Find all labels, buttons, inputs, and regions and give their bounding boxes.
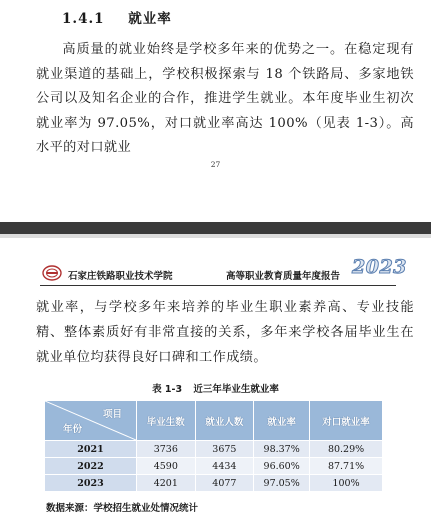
report-year: 2023: [352, 256, 407, 278]
section-number: 1.4.1: [62, 11, 105, 27]
column-header-employed: 就业人数: [195, 401, 254, 441]
column-header-matched-rate: 对口就业率: [310, 401, 383, 441]
document-page-top: [0, 0, 431, 222]
page-separator: [0, 222, 431, 234]
cell-matched-rate: 80.29%: [310, 441, 383, 458]
cell-rate: 96.60%: [254, 458, 310, 475]
cell-matched-rate: 100%: [310, 475, 383, 492]
school-emblem-icon: [42, 265, 62, 281]
cell-graduates: 4201: [137, 475, 196, 492]
cell-employed: 3675: [195, 441, 254, 458]
column-header-rate: 就业率: [254, 401, 310, 441]
row-year: 2023: [45, 475, 137, 492]
running-header: [40, 256, 407, 286]
table-row: [45, 441, 383, 458]
cell-graduates: 3736: [137, 441, 196, 458]
row-year: 2022: [45, 458, 137, 475]
body-paragraph-bottom: 就业率，与学校多年来培养的毕业生职业素养高、专业技能精、整体素质好有非常直接的关系，多年来学校各届毕业生在就业单位均获得良好口碑和工作成绩。: [36, 300, 414, 365]
page-number: 27: [210, 160, 221, 169]
table-header-row: [45, 401, 383, 441]
section-title: 就业率: [128, 11, 172, 27]
cell-graduates: 4590: [137, 458, 196, 475]
cell-employed: 4077: [195, 475, 254, 492]
body-paragraph-top: 高质量的就业始终是学校多年来的优势之一。在稳定现有就业渠道的基础上，学校积极探索与 18 个铁路局、多家地铁公司以及知名企业的合作，推进学生就业。本年度毕业生初次就业率为 97.05%，对口就业率高达 100%（见表 1-3）。高水平的对口就业: [36, 42, 414, 155]
cell-rate: 97.05%: [254, 475, 310, 492]
corner-label-item: 项目: [102, 409, 122, 420]
table-row: [45, 458, 383, 475]
corner-label-year: 年份: [63, 424, 83, 435]
cell-rate: 98.37%: [254, 441, 310, 458]
document-page-bottom: [0, 238, 431, 519]
table-corner-header: [45, 401, 137, 441]
column-header-graduates: 毕业生数: [137, 401, 196, 441]
report-title: 高等职业教育质量年度报告: [226, 271, 341, 282]
table-caption-title: 近三年毕业生就业率: [193, 384, 279, 395]
table-caption-number: 表 1-3: [152, 384, 183, 395]
table-caption: [0, 381, 431, 395]
row-year: 2021: [45, 441, 137, 458]
cell-employed: 4434: [195, 458, 254, 475]
diagonal-divider: [45, 401, 136, 440]
section-heading: [62, 7, 172, 27]
employment-rate-table: [44, 400, 383, 492]
table-row: [45, 475, 383, 492]
data-source-note: 数据来源：学校招生就业处情况统计: [46, 503, 199, 514]
cell-matched-rate: 87.71%: [310, 458, 383, 475]
school-name: 石家庄铁路职业技术学院: [68, 271, 173, 282]
